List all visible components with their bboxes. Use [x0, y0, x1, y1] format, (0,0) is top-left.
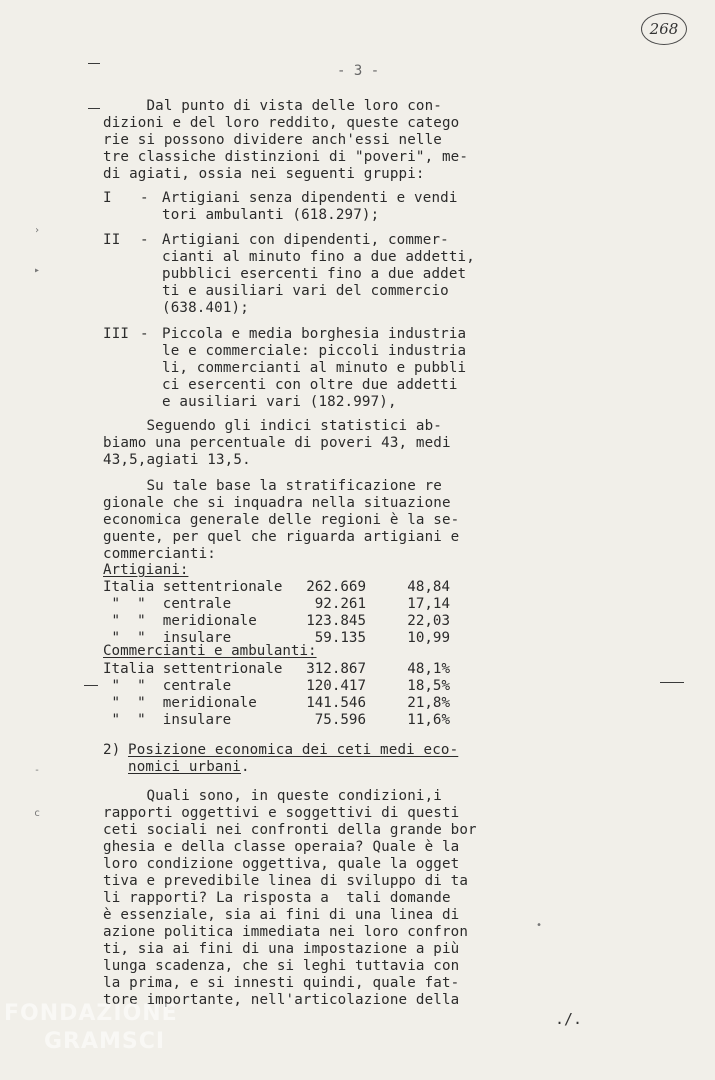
region-label: " " meridionale — [103, 695, 257, 711]
count-value: 262.669 — [306, 579, 366, 595]
text-line: commercianti: — [103, 546, 216, 562]
region-label: Italia settentrionale — [103, 661, 283, 677]
text-line: 43,5,agiati 13,5. — [103, 452, 251, 468]
text-line: di agiati, ossia nei seguenti gruppi: — [103, 166, 425, 182]
text-line: ti e ausiliari vari del commercio — [162, 283, 449, 299]
section-title: Posizione economica dei ceti medi eco- — [128, 742, 459, 758]
percent-value: 48,1% — [407, 661, 450, 677]
text-line: ti, sia ai fini di una impostazione a più — [103, 941, 460, 957]
table-heading: Commercianti e ambulanti: — [103, 643, 317, 659]
text-line: (638.401); — [162, 300, 249, 316]
text-line: Artigiani con dipendenti, commer- — [162, 232, 449, 248]
region-label: " " insulare — [103, 712, 232, 728]
margin-dot: • — [536, 920, 543, 931]
count-value: 59.135 — [314, 630, 366, 646]
section-title-period: . — [241, 759, 250, 775]
text-line: economica generale delle regioni è la se- — [103, 512, 460, 528]
text-line: pubblici esercenti fino a due addet — [162, 266, 467, 282]
text-line: azione politica immediata nei loro confron — [103, 924, 469, 940]
count-value: 123.845 — [306, 613, 366, 629]
text-line: tre classiche distinzioni di "poveri", me- — [103, 149, 469, 165]
group-numeral: I — [103, 190, 130, 206]
count-value: 312.867 — [306, 661, 366, 677]
text-line: loro condizione oggettiva, quale la ogget — [103, 856, 460, 872]
region-label: " " insulare — [103, 630, 232, 646]
text-line: guente, per quel che riguarda artigiani e — [103, 529, 460, 545]
count-value: 120.417 — [306, 678, 366, 694]
group-dash: - — [140, 232, 149, 248]
text-line: rie si possono dividere anch'essi nelle — [103, 132, 442, 148]
margin-mark — [88, 63, 100, 64]
text-line: tori ambulanti (618.297); — [162, 207, 380, 223]
text-line: Seguendo gli indici statistici ab- — [103, 418, 442, 434]
margin-dot: ▸ — [34, 265, 41, 276]
text-line: ci esercenti con oltre due addetti — [162, 377, 458, 393]
page-number: - 3 - — [337, 63, 380, 79]
section-number: 2) — [103, 742, 121, 758]
section-title-underlined: nomici urbani — [128, 759, 241, 775]
group-dash: - — [140, 190, 149, 206]
text-line: biamo una percentuale di poveri 43, medi — [103, 435, 451, 451]
text-line: li rapporti? La risposta a tali domande — [103, 890, 451, 906]
text-line: e ausiliari vari (182.997), — [162, 394, 397, 410]
percent-value: 18,5% — [407, 678, 450, 694]
group-numeral: III — [103, 326, 130, 342]
text-line: tiva e prevedibile linea di sviluppo di ta — [103, 873, 469, 889]
text-line: Piccola e media borghesia industria — [162, 326, 467, 342]
percent-value: 48,84 — [407, 579, 450, 595]
text-line: è essenziale, sia ai fini di una linea di — [103, 907, 460, 923]
region-label: " " centrale — [103, 596, 232, 612]
text-line: le e commerciale: piccoli industria — [162, 343, 467, 359]
text-line: ceti sociali nei confronti della grande bor — [103, 822, 477, 838]
count-value: 141.546 — [306, 695, 366, 711]
text-line: dizioni e del loro reddito, queste catego — [103, 115, 460, 131]
percent-value: 10,99 — [407, 630, 450, 646]
margin-dot: › — [34, 225, 41, 236]
text-line: rapporti oggettivi e soggettivi di questi — [103, 805, 460, 821]
text-line: la prima, e si innesti quindi, quale fat- — [103, 975, 460, 991]
region-label: " " centrale — [103, 678, 232, 694]
continuation-mark: ./. — [555, 1010, 583, 1028]
group-dash: - — [140, 326, 149, 342]
text-line: cianti al minuto fino a due addetti, — [162, 249, 475, 265]
text-line: ghesia e della classe operaia? Quale è la — [103, 839, 460, 855]
margin-mark — [88, 108, 100, 109]
region-label: " " meridionale — [103, 613, 257, 629]
text-line: li, commercianti al minuto e pubbli — [162, 360, 467, 376]
text-line: Artigiani senza dipendenti e vendi — [162, 190, 458, 206]
text-line: tore importante, nell'articolazione della — [103, 992, 460, 1008]
margin-dot: - — [34, 765, 41, 776]
percent-value: 11,6% — [407, 712, 450, 728]
group-numeral: II — [103, 232, 130, 248]
percent-value: 21,8% — [407, 695, 450, 711]
count-value: 92.261 — [314, 596, 366, 612]
watermark-logo — [4, 1000, 178, 1056]
text-line: Su tale base la stratificazione re — [103, 478, 442, 494]
table-commercianti — [0, 643, 715, 729]
table-artigiani — [0, 562, 715, 646]
watermark-line: FONDAZIONE — [4, 1001, 178, 1026]
archive-stamp: 268 — [641, 13, 687, 45]
text-line: Quali sono, in queste condizioni,i — [103, 788, 442, 804]
section-title-line2 — [128, 759, 250, 776]
region-label: Italia settentrionale — [103, 579, 283, 595]
text-line: lunga scadenza, che si leghi tuttavia con — [103, 958, 460, 974]
text-line: gionale che si inquadra nella situazione — [103, 495, 451, 511]
percent-value: 22,03 — [407, 613, 450, 629]
table-heading: Artigiani: — [103, 562, 189, 578]
count-value: 75.596 — [314, 712, 366, 728]
watermark-line: GRAMSCI — [44, 1029, 166, 1054]
margin-dot: c — [34, 808, 41, 819]
percent-value: 17,14 — [407, 596, 450, 612]
text-line: Dal punto di vista delle loro con- — [103, 98, 442, 114]
